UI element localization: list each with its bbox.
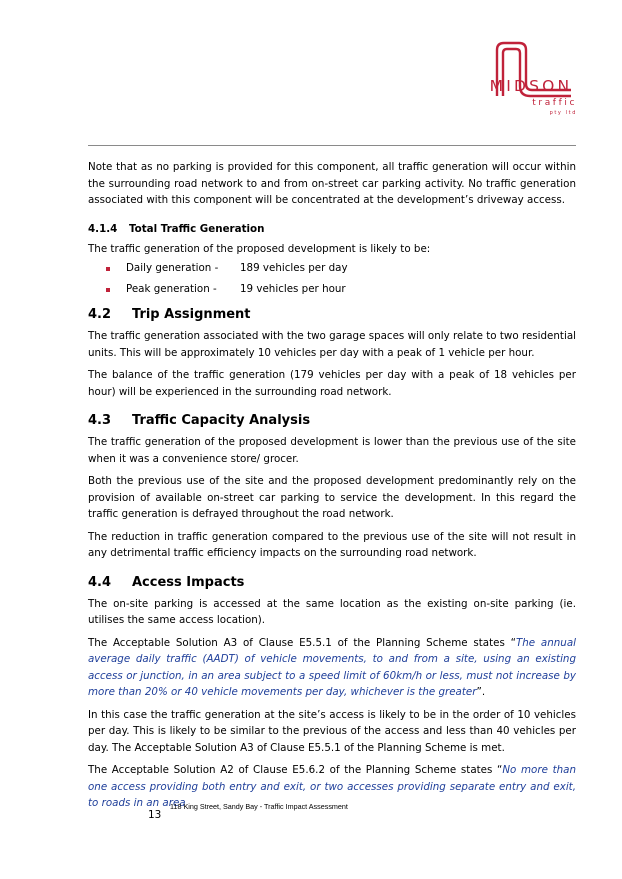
section-number: 4.3	[88, 413, 112, 428]
paragraph-with-quote	[88, 635, 576, 701]
bullet-label: Peak generation -	[126, 283, 217, 295]
section-4-1-4-intro: The traffic generation of the proposed development is likely to be:	[88, 242, 431, 255]
logo-brand-name: MIDSON	[489, 77, 573, 95]
bullet-value: 189 vehicles per day	[240, 262, 348, 274]
bullet-square-icon	[106, 267, 110, 271]
intro-paragraph: Note that as no parking is provided for this component, all traffic generation will occur within the surrounding road network to and from on-street car parking activity. No traffic generation associated with this component will be concentrated at the development’s driveway access.	[88, 161, 576, 206]
paragraph: Both the previous use of the site and the proposed development predominantly rely on the provision of available on-street car parking to service the development. In this regard the traffic generation is defrayed throughout the road network.	[88, 475, 576, 520]
bullet-value: 19 vehicles per hour	[240, 283, 346, 295]
section-title: Trip Assignment	[132, 307, 251, 322]
section-4-1-4-heading	[88, 221, 576, 237]
list-item	[88, 260, 576, 277]
quote-lead: The Acceptable Solution A3 of Clause E5.5.1 of the Planning Scheme states “	[88, 636, 516, 649]
quoted-clause: No more than one access providing both entry and exit, or two accesses providing separate entry and exit, to roads in an area	[88, 764, 576, 809]
section-number: 4.2	[88, 307, 112, 322]
section-number: 4.4	[88, 574, 112, 590]
section-title: Traffic Capacity Analysis	[132, 413, 311, 428]
section-4-2-heading	[88, 306, 576, 324]
quote-end: ”.	[476, 686, 486, 698]
page-content	[88, 159, 576, 812]
list-item	[88, 281, 576, 298]
footer-title: 118 King Street, Sandy Bay - Traffic Impact Assessment	[170, 802, 348, 811]
bullet-square-icon	[106, 288, 110, 292]
bullet-label: Daily generation -	[126, 262, 219, 274]
logo-brand-pty: pty ltd	[549, 110, 577, 116]
paragraph: The balance of the traffic generation (179 vehicles per day with a peak of 18 vehicles per hour) will be experienced in the surrounding road network.	[88, 369, 576, 398]
paragraph: In this case the traffic generation at the site’s access is likely to be in the order of 10 vehicles per day. This is likely to be similar to the previous of the access and less than 40 vehicles per day. The Acceptable Solution A3 of Clause E5.5.1 of the Planning Scheme is met.	[88, 708, 576, 754]
traffic-generation-list	[88, 260, 576, 298]
logo-brand-sub: traffic	[532, 98, 577, 108]
paragraph: The reduction in traffic generation compared to the previous use of the site will not result in any detrimental traffic efficiency impacts on the surrounding road network.	[88, 530, 576, 559]
section-4-4-heading	[88, 574, 576, 592]
section-title: Access Impacts	[132, 574, 245, 590]
section-number: 4.1.4	[88, 222, 118, 235]
section-4-3-heading	[88, 412, 576, 430]
header-divider	[88, 145, 576, 146]
quoted-clause: The annual average daily traffic (AADT) of vehicle movements, to and from a site, using an existing access or junction, in an area subject to a speed limit of 60km/h or less, must not increase by more than 20% or 40 vehicle movements per day, whichever is the greater	[88, 636, 576, 698]
paragraph: The traffic generation of the proposed development is lower than the previous use of the site when it was a convenience store/ grocer.	[88, 436, 576, 465]
paragraph: The traffic generation associated with the two garage spaces will only relate to two residential units. This will be approximately 10 vehicles per day with a peak of 1 vehicle per hour.	[88, 330, 576, 359]
section-title: Total Traffic Generation	[129, 222, 265, 235]
paragraph: The on-site parking is accessed at the same location as the existing on-site parking (ie. utilises the same access location).	[88, 597, 576, 626]
quote-lead: The Acceptable Solution A2 of Clause E5.6.2 of the Planning Scheme states “	[88, 764, 503, 776]
page-number: 13	[148, 809, 162, 821]
